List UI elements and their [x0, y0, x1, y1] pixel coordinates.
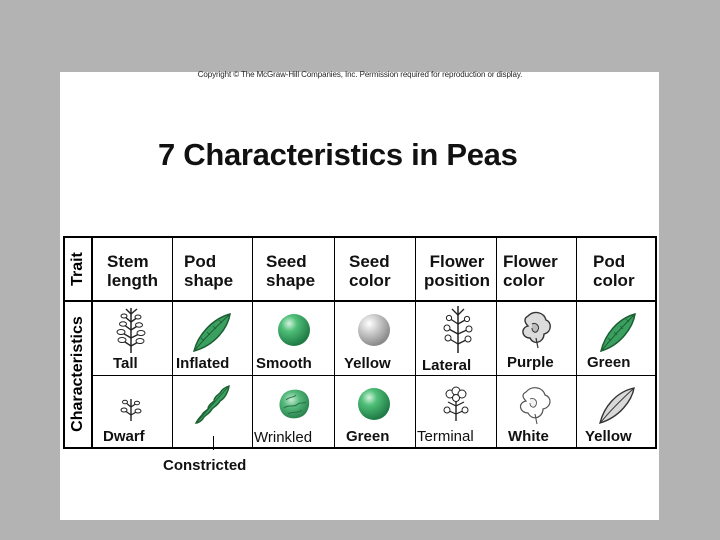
tall-label: Tall — [113, 355, 138, 372]
constricted-pointer-line — [213, 436, 214, 450]
purple-label: Purple — [507, 354, 554, 371]
header-seed-color — [349, 252, 391, 290]
terminal-label: Terminal — [417, 428, 474, 445]
table-right-border — [655, 236, 657, 449]
trait-row-label: Trait — [69, 252, 86, 286]
header-line-1: Flower — [429, 252, 485, 271]
yellow-seed-icon — [356, 312, 392, 348]
table-col-divider — [415, 236, 416, 449]
white-flower-icon — [516, 384, 554, 426]
inflated-label: Inflated — [176, 355, 230, 372]
wrinkled-label: Wrinkled — [254, 429, 313, 446]
tall-stem-icon — [116, 306, 146, 354]
header-line-1: Seed — [349, 252, 390, 271]
characteristics-row-label: Characteristics — [69, 316, 86, 432]
green-seed-label: Green — [346, 428, 390, 445]
copyright-notice: Copyright © The McGraw-Hill Companies, Inc. Permission required for reproduction or display. — [197, 70, 523, 79]
header-line-1: Flower — [503, 252, 558, 271]
header-line-2: position — [423, 271, 491, 290]
inflated-pod-icon — [190, 311, 234, 355]
header-line-2: color — [503, 271, 545, 290]
green-seed-icon — [356, 386, 392, 422]
table-header-divider — [63, 300, 656, 302]
smooth-label: Smooth — [256, 355, 312, 372]
purple-flower-icon — [518, 310, 554, 350]
header-line-1: Pod — [184, 252, 217, 271]
green-pod-label: Green — [587, 354, 631, 371]
smooth-seed-icon — [276, 312, 312, 348]
yellow-seed-label: Yellow — [344, 355, 391, 372]
wrinkled-seed-icon — [276, 386, 312, 422]
header-line-2: color — [593, 271, 635, 290]
lateral-label: Lateral — [422, 357, 472, 374]
table-col-divider — [334, 236, 335, 449]
header-flower-position — [418, 252, 496, 290]
constricted-label: Constricted — [163, 457, 247, 474]
header-line-2: length — [107, 271, 158, 290]
table-left-border — [63, 236, 65, 449]
constricted-pod-icon — [192, 383, 232, 427]
table-col-divider — [496, 236, 497, 449]
yellow-pod-icon — [596, 385, 638, 427]
terminal-flower-icon — [438, 386, 474, 422]
dwarf-label: Dwarf — [103, 428, 145, 445]
table-top-border — [63, 236, 656, 238]
header-flower-color — [503, 252, 558, 290]
table-label-divider — [91, 236, 93, 449]
yellow-pod-label: Yellow — [585, 428, 632, 445]
header-line-1: Seed — [266, 252, 307, 271]
header-line-1: Pod — [593, 252, 626, 271]
dwarf-stem-icon — [120, 396, 142, 422]
header-line-2: color — [349, 271, 391, 290]
lateral-flower-icon — [440, 304, 476, 354]
table-row-divider — [92, 375, 656, 376]
header-stem-length — [107, 252, 158, 290]
table-col-divider — [252, 236, 253, 449]
header-seed-shape — [266, 252, 315, 290]
header-line-2: shape — [184, 271, 234, 290]
green-pod-icon — [597, 311, 639, 355]
header-line-1: Stem — [107, 252, 149, 271]
table-col-divider — [172, 236, 173, 449]
header-pod-color — [593, 252, 635, 290]
slide-title: 7 Characteristics in Peas — [158, 137, 518, 172]
white-label: White — [508, 428, 549, 445]
header-pod-shape — [184, 252, 233, 290]
table-col-divider — [576, 236, 577, 449]
header-line-2: shape — [266, 271, 316, 290]
table-bottom-border — [63, 447, 656, 449]
